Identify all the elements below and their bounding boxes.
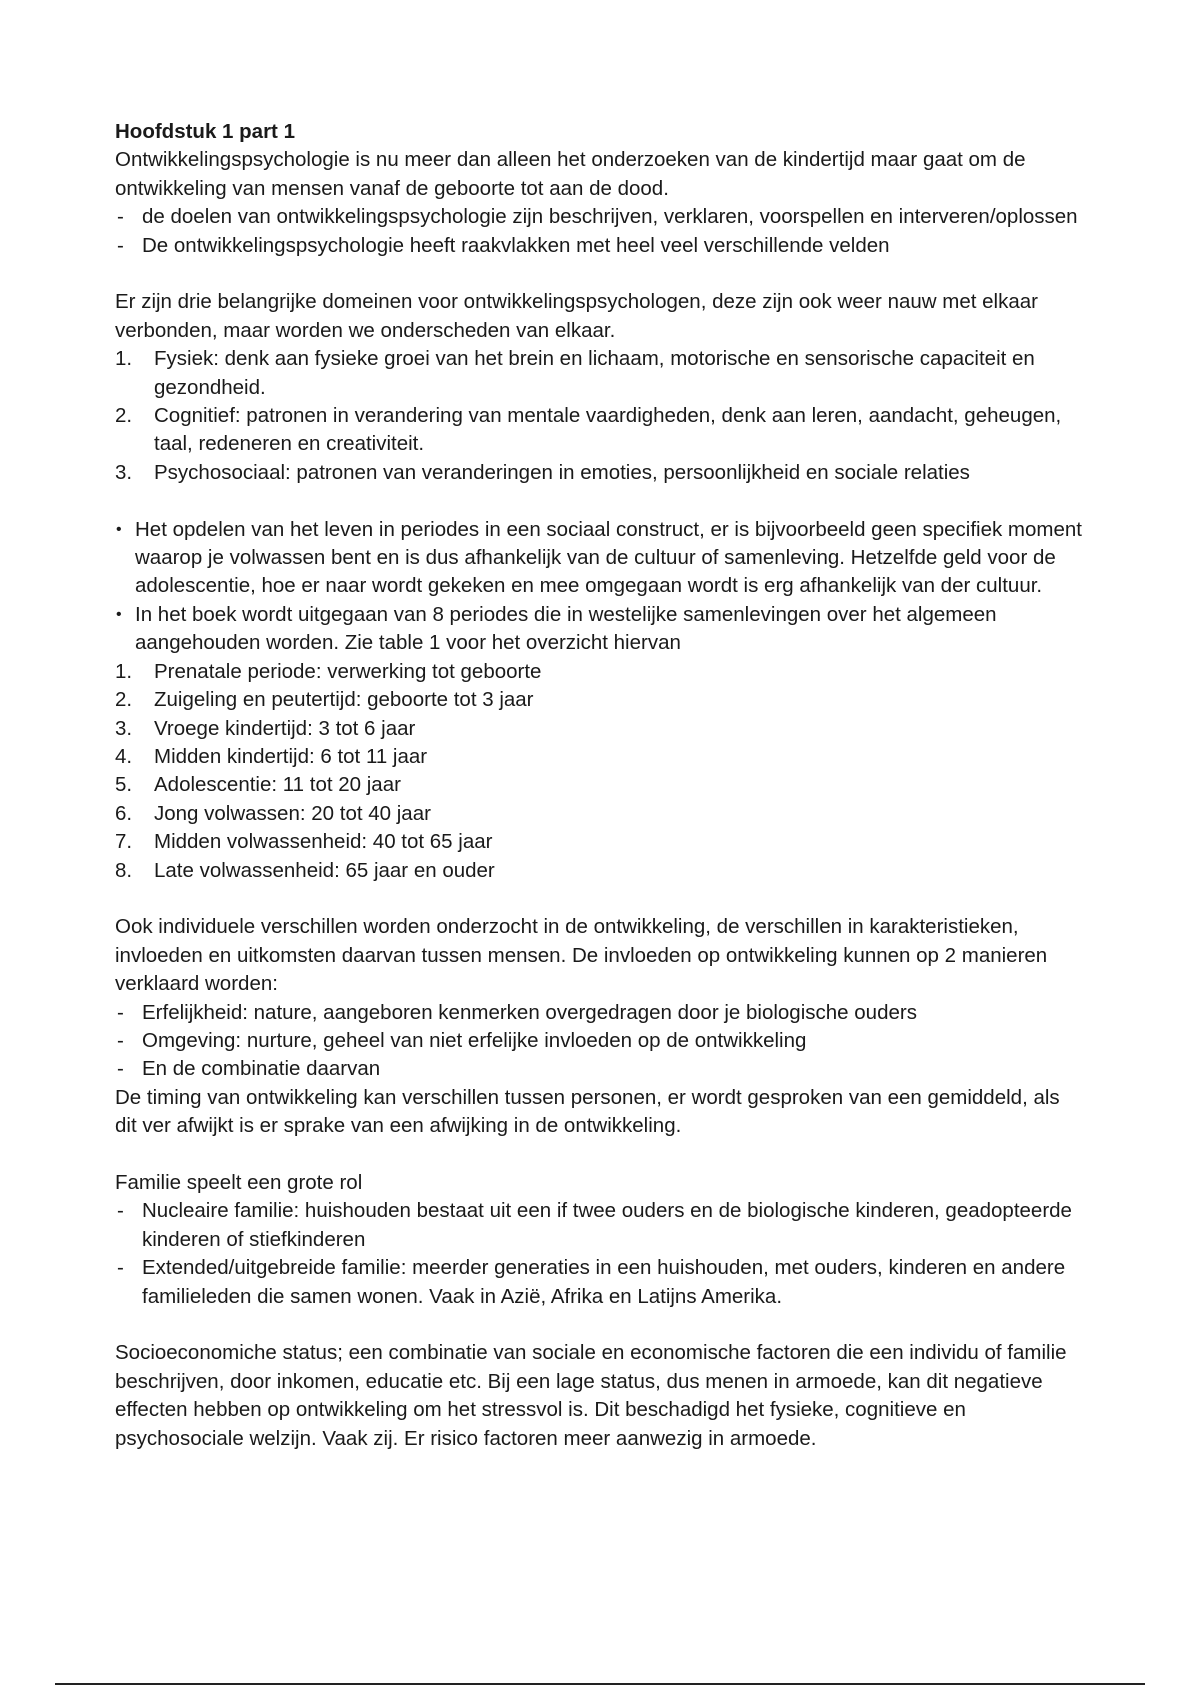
- periods-list: [115, 658, 1085, 885]
- list-item: - De ontwikkelingspsychologie heeft raakvlakken met heel veel verschillende velden: [115, 232, 1085, 260]
- individual-differences-paragraph: Ook individuele verschillen worden onderzocht in de ontwikkeling, de verschillen in karakteristieken, invloeden en uitkomsten daarvan tussen mensen. De invloeden op ontwikkeling kunnen op 2 manieren verklaard worden:: [115, 915, 1048, 996]
- intro-paragraph: Ontwikkelingspsychologie is nu meer dan alleen het onderzoeken van de kindertijd maar gaat om de ontwikkeling van mensen vanaf de geboorte tot aan de dood.: [115, 148, 1026, 200]
- influences-list: [115, 999, 1085, 1084]
- family-intro: Familie speelt een grote rol: [115, 1170, 363, 1194]
- domains-intro-paragraph: Er zijn drie belangrijke domeinen voor ontwikkelingspsychologen, deze zijn ook weer nauw met elkaar verbonden, maar worden we onderscheden van elkaar.: [115, 290, 1038, 342]
- period-bullets-list: [115, 516, 1085, 658]
- domains-list: [115, 345, 1085, 487]
- list-item: 6. Jong volwassen: 20 tot 40 jaar: [115, 801, 431, 825]
- list-item: • Het opdelen van het leven in periodes in een sociaal construct, er is bijvoorbeeld geen specifiek moment waarop je volwassen bent en is dus afhankelijk van de cultuur of samenleving. Hetzelfde geld voor de adolescentie, hoe er naar wordt gekeken en mee omgegaan wordt is erg afhankelijk van der cultuur.: [115, 516, 1085, 601]
- list-item: 7. Midden volwassenheid: 40 tot 65 jaar: [115, 830, 493, 854]
- list-item: - Extended/uitgebreide familie: meerder generaties in een huishouden, met ouders, kinderen en andere familieleden die samen wonen. Vaak in Azië, Afrika en Latijns Amerika.: [115, 1254, 1085, 1311]
- family-types-list: [115, 1197, 1085, 1311]
- list-item: 1. Fysiek: denk aan fysieke groei van het brein en lichaam, motorische en sensorische capaciteit en gezondheid.: [115, 347, 1035, 399]
- list-item: - Omgeving: nurture, geheel van niet erfelijke invloeden op de ontwikkeling: [115, 1027, 1085, 1055]
- list-item: 8. Late volwassenheid: 65 jaar en ouder: [115, 858, 495, 882]
- list-item: 2. Zuigeling en peutertijd: geboorte tot 3 jaar: [115, 688, 534, 712]
- list-item: 3. Vroege kindertijd: 3 tot 6 jaar: [115, 716, 416, 740]
- list-item: 1. Prenatale periode: verwerking tot geboorte: [115, 659, 542, 683]
- list-item: • In het boek wordt uitgegaan van 8 periodes die in westelijke samenlevingen over het algemeen aangehouden worden. Zie table 1 voor het overzicht hiervan: [115, 601, 1085, 658]
- page-bottom-divider: [55, 1683, 1145, 1685]
- chapter-title: Hoofdstuk 1 part 1: [115, 120, 295, 143]
- list-item: - Nucleaire familie: huishouden bestaat uit een if twee ouders en de biologische kinderen, geadopteerde kinderen of stiefkinderen: [115, 1197, 1085, 1254]
- list-item: 2. Cognitief: patronen in verandering van mentale vaardigheden, denk aan leren, aandacht, geheugen, taal, redeneren en creativiteit.: [115, 404, 1062, 456]
- document-page: [115, 118, 1085, 1453]
- intro-points-list: [115, 203, 1085, 260]
- list-item: - de doelen van ontwikkelingspsychologie zijn beschrijven, verklaren, voorspellen en interveren/oplossen: [115, 203, 1085, 231]
- list-item: - Erfelijkheid: nature, aangeboren kenmerken overgedragen door je biologische ouders: [115, 999, 1085, 1027]
- list-item: 5. Adolescentie: 11 tot 20 jaar: [115, 773, 401, 797]
- ses-paragraph: Socioeconomiche status; een combinatie van sociale en economische factoren die een individu of familie beschrijven, door inkomen, educatie etc. Bij een lage status, dus menen in armoede, kan dit negatieve effecten hebben op ontwikkeling om het stressvol is. Dit beschadigd het fysieke, cognitieve en psychosociale welzijn. Vaak zij. Er risico factoren meer aanwezig in armoede.: [115, 1341, 1067, 1450]
- list-item: 4. Midden kindertijd: 6 tot 11 jaar: [115, 744, 428, 768]
- list-item: 3. Psychosociaal: patronen van veranderingen in emoties, persoonlijkheid en sociale relaties: [115, 460, 970, 484]
- timing-paragraph: De timing van ontwikkeling kan verschillen tussen personen, er wordt gesproken van een gemiddeld, als dit ver afwijkt is er sprake van een afwijking in de ontwikkeling.: [115, 1085, 1060, 1138]
- list-item: - En de combinatie daarvan: [115, 1055, 1085, 1083]
